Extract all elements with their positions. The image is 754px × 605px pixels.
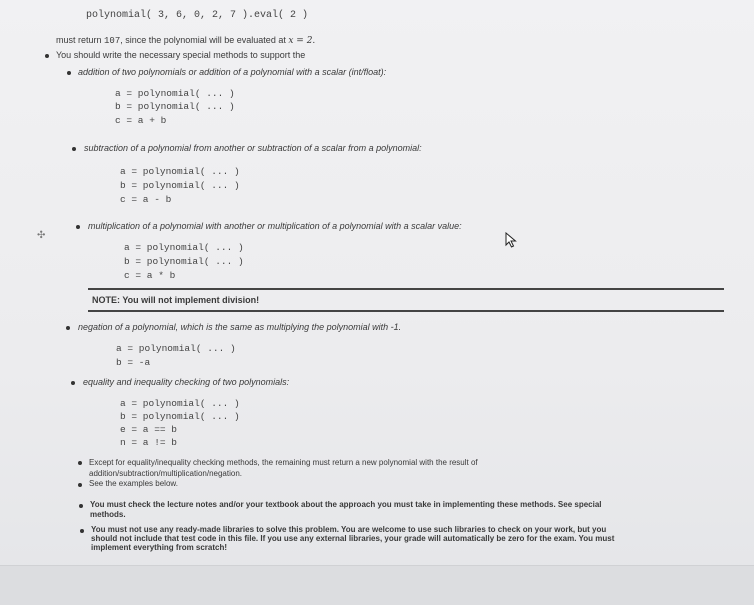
libraries-text-line-1: You must not use any ready-made libraries to solve this problem. You are welcome to use such libraries to check on your work, but you bbox=[91, 525, 607, 534]
equality-code-line-3: e = a == b bbox=[120, 424, 178, 435]
intro-text: You should write the necessary special methods to support the bbox=[56, 50, 306, 60]
note-text: NOTE: You will not implement division! bbox=[92, 295, 260, 305]
multiplication-code-line-3: c = a * b bbox=[124, 270, 176, 281]
negation-code-line-1: a = polynomial( ... ) bbox=[116, 343, 236, 354]
except-text-line-1: Except for equality/inequality checking methods, the remaining must return a new polynomial with the result of bbox=[89, 458, 478, 467]
note-top-rule bbox=[88, 288, 724, 290]
note-bottom-rule bbox=[88, 310, 724, 312]
bullet bbox=[66, 326, 70, 330]
addition-label: addition of two polynomials or addition of a polynomial with a scalar (int/float): bbox=[78, 67, 387, 77]
except-text-line-2: addition/subtraction/multiplication/negation. bbox=[89, 469, 242, 478]
negation-code-line-2: b = -a bbox=[116, 357, 151, 368]
subtraction-code-line-2: b = polynomial( ... ) bbox=[120, 180, 240, 191]
bullet bbox=[67, 71, 71, 75]
mouse-cursor-icon bbox=[505, 232, 517, 248]
equality-label: equality and inequality checking of two polynomials: bbox=[83, 377, 290, 387]
libraries-text-line-2: should not include that test code in this file. If you use any external libraries, your grade will automatically be zero for the exam. You must bbox=[91, 534, 615, 543]
bullet bbox=[76, 225, 80, 229]
equality-code-line-1: a = polynomial( ... ) bbox=[120, 398, 240, 409]
bullet bbox=[71, 381, 75, 385]
addition-code-line-1: a = polynomial( ... ) bbox=[115, 88, 235, 99]
math-x-equals: x = 2. bbox=[288, 36, 316, 46]
bullet bbox=[72, 147, 76, 151]
addition-code-line-2: b = polynomial( ... ) bbox=[115, 101, 235, 112]
must-return-text: must return 107, since the polynomial will be evaluated at x = 2. bbox=[56, 35, 316, 46]
bullet bbox=[80, 529, 84, 533]
subtraction-code-line-1: a = polynomial( ... ) bbox=[120, 166, 240, 177]
margin-mark-icon: ✣ bbox=[37, 230, 46, 241]
subtraction-code-line-3: c = a - b bbox=[120, 194, 172, 205]
see-examples-text: See the examples below. bbox=[89, 479, 178, 488]
lecture-text-line-2: methods. bbox=[90, 510, 126, 519]
multiplication-code-line-1: a = polynomial( ... ) bbox=[124, 242, 244, 253]
negation-label: negation of a polynomial, which is the same as multiplying the polynomial with -1. bbox=[78, 322, 402, 332]
bullet bbox=[78, 483, 82, 487]
addition-code-line-3: c = a + b bbox=[115, 115, 167, 126]
libraries-text-line-3: implement everything from scratch! bbox=[91, 543, 228, 552]
bullet bbox=[79, 504, 83, 508]
equality-code-line-4: n = a != b bbox=[120, 437, 178, 448]
equality-code-line-2: b = polynomial( ... ) bbox=[120, 411, 240, 422]
bullet bbox=[45, 54, 49, 58]
bullet bbox=[78, 461, 82, 465]
subtraction-label: subtraction of a polynomial from another or subtraction of a scalar from a polynomial: bbox=[84, 143, 422, 153]
multiplication-code-line-2: b = polynomial( ... ) bbox=[124, 256, 244, 267]
multiplication-label: multiplication of a polynomial with another or multiplication of a polynomial with a scalar value: bbox=[88, 221, 462, 231]
lecture-text-line-1: You must check the lecture notes and/or your textbook about the approach you must take in implementing these methods. See special bbox=[90, 500, 602, 509]
bottom-band bbox=[0, 565, 754, 605]
eval-example-code: polynomial( 3, 6, 0, 2, 7 ).eval( 2 ) bbox=[86, 10, 309, 21]
